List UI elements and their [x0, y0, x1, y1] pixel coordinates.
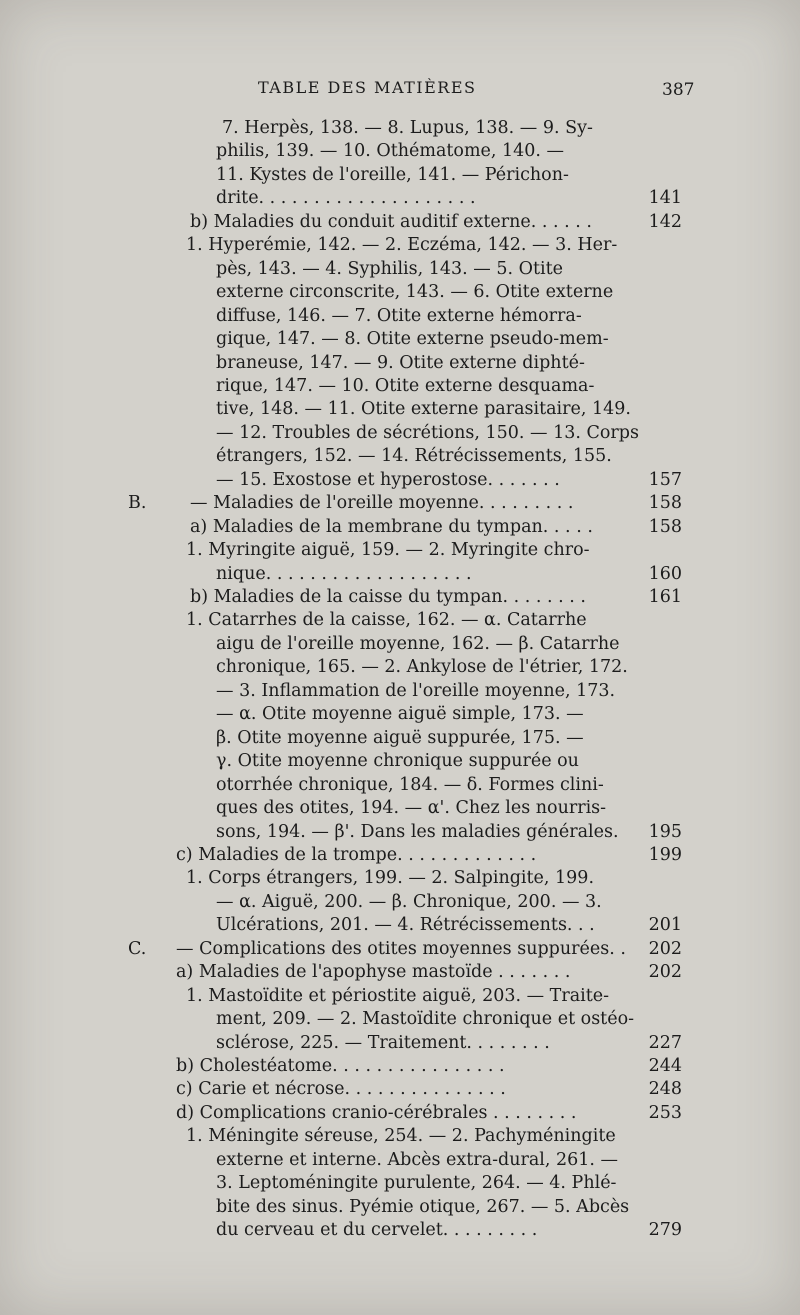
toc-line-text: sclérose, 225. — Traitement. . . . . . . . — [216, 1033, 550, 1053]
toc-line-text: sons, 194. — β'. Dans les maladies générales. — [216, 822, 619, 842]
toc-line — [216, 374, 682, 398]
toc-line-text: 1. Hyperémie, 142. — 2. Eczéma, 142. — 3. Her- — [186, 235, 618, 255]
toc-page-ref: 142 — [648, 212, 682, 232]
toc-line — [176, 937, 682, 961]
toc-line-text: pès, 143. — 4. Syphilis, 143. — 5. Otite — [216, 259, 563, 279]
toc-line — [216, 1195, 682, 1219]
running-title: TABLE DES MATIÈRES — [258, 78, 477, 97]
toc-page-ref: 253 — [648, 1103, 682, 1123]
toc-section-letter: B. — [128, 493, 147, 513]
toc-line — [176, 1101, 682, 1125]
toc-page-ref: 158 — [648, 493, 682, 513]
toc-line-text: — 15. Exostose et hyperostose. . . . . . . — [216, 470, 560, 490]
toc-page-ref: 248 — [648, 1079, 682, 1099]
toc-line — [216, 702, 682, 726]
toc-line-text: 1. Méningite séreuse, 254. — 2. Pachyméningite — [186, 1126, 616, 1146]
toc-line-text: — 12. Troubles de sécrétions, 150. — 13. Corps — [216, 423, 639, 443]
toc-line — [216, 562, 682, 586]
toc-line-text: c) Carie et nécrose. . . . . . . . . . . . . . . — [176, 1079, 506, 1099]
toc-line-text: nique. . . . . . . . . . . . . . . . . . . — [216, 564, 472, 584]
toc-line-text: otorrhée chronique, 184. — δ. Formes clini- — [216, 775, 604, 795]
toc-line-text: b) Cholestéatome. . . . . . . . . . . . . . . . — [176, 1056, 505, 1076]
toc-line — [186, 984, 682, 1008]
toc-line — [190, 491, 682, 515]
toc-line — [222, 116, 682, 140]
toc-page-ref: 244 — [648, 1056, 682, 1076]
toc-line — [216, 1031, 682, 1055]
toc-line — [176, 1054, 682, 1078]
toc-line-text: — Complications des otites moyennes suppurées. . — [176, 939, 626, 959]
toc-line-text: b) Maladies de la caisse du tympan. . . . . . . . — [190, 587, 586, 607]
toc-line — [216, 139, 682, 163]
toc-page-ref: 202 — [648, 962, 682, 982]
toc-page-ref: 161 — [648, 587, 682, 607]
toc-line — [216, 1218, 682, 1242]
toc-line-text: — α. Otite moyenne aiguë simple, 173. — — [216, 704, 584, 724]
toc-page-ref: 160 — [648, 564, 682, 584]
toc-line-text: externe et interne. Abcès extra-dural, 261. — — [216, 1150, 619, 1170]
toc-line-text: drite. . . . . . . . . . . . . . . . . . . . — [216, 188, 476, 208]
toc-page-ref: 158 — [648, 517, 682, 537]
toc-line-text: a) Maladies de la membrane du tympan. . . . . — [190, 517, 593, 537]
toc-line — [216, 397, 682, 421]
toc-line-text: diffuse, 146. — 7. Otite externe hémorra- — [216, 306, 582, 326]
toc-line — [216, 1171, 682, 1195]
toc-line-text: philis, 139. — 10. Othématome, 140. — — [216, 141, 565, 161]
toc-line-text: tive, 148. — 11. Otite externe parasitaire, 149. — [216, 399, 631, 419]
toc-line-text: 3. Leptoméningite purulente, 264. — 4. Phlé- — [216, 1173, 617, 1193]
toc-line — [216, 421, 682, 445]
toc-line-text: braneuse, 147. — 9. Otite externe diphté- — [216, 353, 585, 373]
toc-line — [190, 585, 682, 609]
toc-line-text: bite des sinus. Pyémie otique, 267. — 5. Abcès — [216, 1197, 630, 1217]
toc-line — [216, 1007, 682, 1031]
toc-line-text: — 3. Inflammation de l'oreille moyenne, 173. — [216, 681, 616, 701]
toc-line-text: γ. Otite moyenne chronique suppurée ou — [216, 751, 579, 771]
toc-line-text: chronique, 165. — 2. Ankylose de l'étrier, 172. — [216, 657, 628, 677]
toc-line-text: externe circonscrite, 143. — 6. Otite externe — [216, 282, 614, 302]
toc-line — [216, 351, 682, 375]
toc-line — [190, 515, 682, 539]
toc-line — [216, 913, 682, 937]
toc-line — [176, 843, 682, 867]
toc-page-ref: 202 — [648, 939, 682, 959]
toc-line — [216, 444, 682, 468]
toc-line — [186, 538, 682, 562]
toc-line-text: — α. Aiguë, 200. — β. Chronique, 200. — 3. — [216, 892, 602, 912]
toc-line-text: étrangers, 152. — 14. Rétrécissements, 155. — [216, 446, 612, 466]
toc-line — [216, 655, 682, 679]
toc-line — [216, 632, 682, 656]
toc-line — [216, 257, 682, 281]
toc-page-ref: 141 — [648, 188, 682, 208]
toc-line-text: Ulcérations, 201. — 4. Rétrécissements. . . — [216, 915, 595, 935]
toc-line-text: a) Maladies de l'apophyse mastoïde . . . . . . . — [176, 962, 571, 982]
toc-page-ref: 157 — [648, 470, 682, 490]
toc-line — [216, 773, 682, 797]
toc-line — [216, 679, 682, 703]
page-number: 387 — [662, 80, 695, 100]
toc-line — [190, 210, 682, 234]
toc-line-text: rique, 147. — 10. Otite externe desquama- — [216, 376, 595, 396]
toc-line — [216, 468, 682, 492]
toc-line — [216, 726, 682, 750]
toc-line-text: β. Otite moyenne aiguë suppurée, 175. — — [216, 728, 584, 748]
toc-line-text: aigu de l'oreille moyenne, 162. — β. Catarrhe — [216, 634, 620, 654]
toc-line — [216, 186, 682, 210]
toc-line — [216, 890, 682, 914]
page-header — [0, 78, 800, 102]
toc-line — [176, 960, 682, 984]
toc-line — [216, 327, 682, 351]
toc-line-text: ques des otites, 194. — α'. Chez les nourris- — [216, 798, 607, 818]
toc-line — [186, 1124, 682, 1148]
toc-line — [216, 820, 682, 844]
toc-line-text: c) Maladies de la trompe. . . . . . . . . . . . . — [176, 845, 537, 865]
toc-line — [186, 233, 682, 257]
toc-page-ref: 201 — [648, 915, 682, 935]
toc-line — [216, 304, 682, 328]
toc-line — [186, 866, 682, 890]
toc-line-text: 1. Catarrhes de la caisse, 162. — α. Catarrhe — [186, 610, 587, 630]
toc-line-text: 1. Myringite aiguë, 159. — 2. Myringite chro- — [186, 540, 590, 560]
toc-line — [216, 796, 682, 820]
toc-page-ref: 279 — [648, 1220, 682, 1240]
toc-line-text: b) Maladies du conduit auditif externe. . . . . . — [190, 212, 592, 232]
toc-page-ref: 195 — [648, 822, 682, 842]
toc-line — [216, 163, 682, 187]
toc-line-text: 1. Corps étrangers, 199. — 2. Salpingite, 199. — [186, 868, 595, 888]
toc-line-text: 11. Kystes de l'oreille, 141. — Périchon- — [216, 165, 569, 185]
toc-line-text: d) Complications cranio-cérébrales . . . . . . . . — [176, 1103, 577, 1123]
toc-line-text: ment, 209. — 2. Mastoïdite chronique et ostéo- — [216, 1009, 635, 1029]
toc-line — [216, 280, 682, 304]
toc-line-text: 7. Herpès, 138. — 8. Lupus, 138. — 9. Sy- — [222, 118, 593, 138]
toc-line-text: du cerveau et du cervelet. . . . . . . . . — [216, 1220, 538, 1240]
toc-line — [216, 1148, 682, 1172]
toc-section-letter: C. — [128, 939, 147, 959]
toc-line — [176, 1077, 682, 1101]
toc-line — [186, 608, 682, 632]
toc-page-ref: 227 — [648, 1033, 682, 1053]
toc-line — [216, 749, 682, 773]
toc-line-text: 1. Mastoïdite et périostite aiguë, 203. — Traite- — [186, 986, 610, 1006]
toc-line-text: — Maladies de l'oreille moyenne. . . . . . . . . — [190, 493, 574, 513]
toc-line-text: gique, 147. — 8. Otite externe pseudo-mem- — [216, 329, 609, 349]
toc-page-ref: 199 — [648, 845, 682, 865]
